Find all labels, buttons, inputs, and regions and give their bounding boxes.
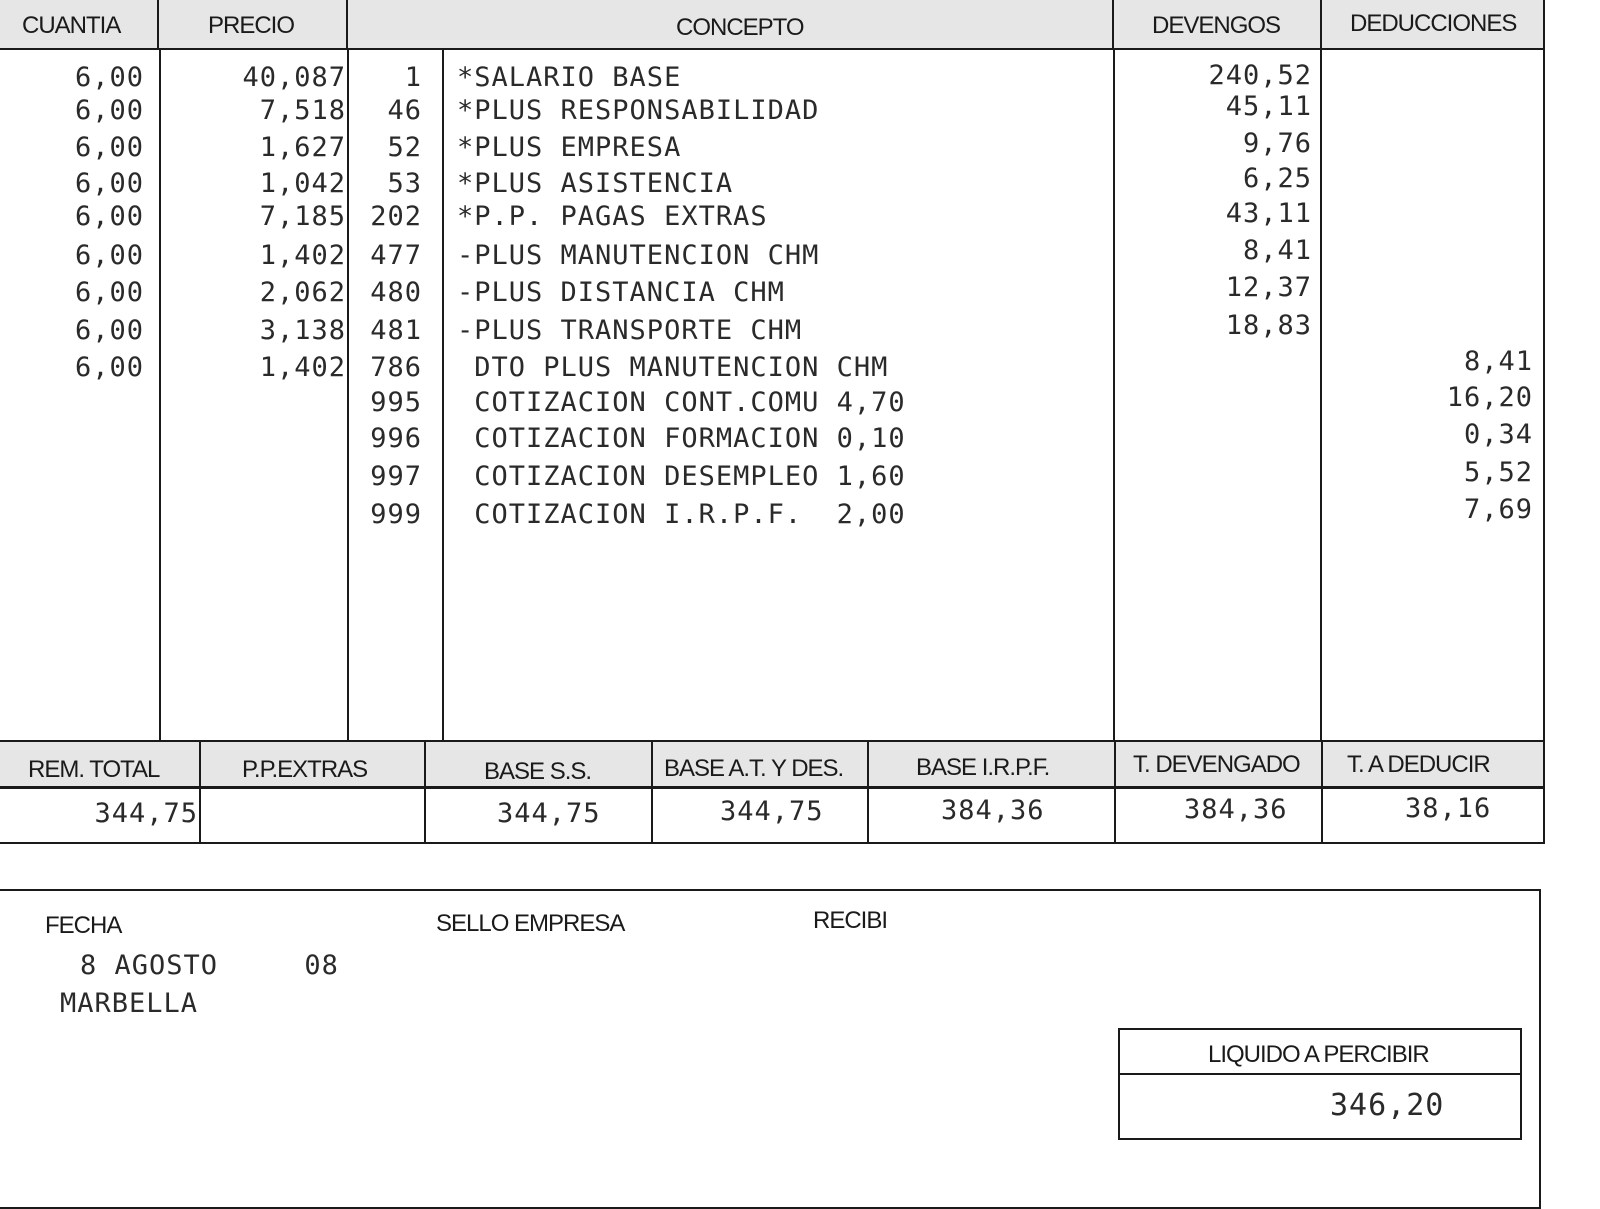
liquido-divider — [1118, 1073, 1522, 1075]
header-deducciones: DEDUCCIONES — [1350, 10, 1517, 37]
cell-deduccion — [1323, 166, 1533, 202]
cell-concepto: COTIZACION CONT.COMU 4,70 — [457, 387, 906, 418]
cell-concepto: DTO PLUS MANUTENCION CHM — [457, 352, 889, 383]
cell-concepto: COTIZACION I.R.P.F. 2,00 — [457, 499, 906, 530]
cell-devengo — [1116, 350, 1312, 386]
cell-cuantia: 6,00 — [74, 240, 144, 271]
cell-code: 996 — [370, 423, 422, 454]
cell-concepto: *PLUS RESPONSABILIDAD — [457, 95, 820, 126]
header-cuantia: CUANTIA — [22, 12, 121, 39]
cell-cuantia: 6,00 — [74, 201, 144, 232]
cell-devengo: 18,83 — [1225, 310, 1312, 341]
value-t-devengado: 384,36 — [1184, 794, 1288, 825]
cell-code: 477 — [370, 240, 422, 271]
cell-concepto: *P.P. PAGAS EXTRAS — [457, 201, 768, 232]
header-divider-4 — [1320, 0, 1322, 48]
label-base-ss: BASE S.S. — [484, 758, 592, 785]
body-divider-precio — [347, 50, 349, 742]
body-divider-concepto — [1113, 50, 1115, 742]
cell-devengo: 9,76 — [1242, 128, 1312, 159]
cell-precio — [160, 459, 346, 495]
cell-devengo: 43,11 — [1225, 198, 1312, 229]
fecha-value: 8 AGOSTO 08 — [80, 950, 339, 981]
cell-code: 786 — [370, 352, 422, 383]
header-bottom-line — [0, 48, 1545, 50]
cell-precio: 40,087 — [242, 62, 346, 93]
value-t-deducir: 38,16 — [1405, 793, 1492, 824]
cell-cuantia — [0, 385, 144, 421]
cell-precio: 3,138 — [259, 315, 346, 346]
cell-precio: 2,062 — [259, 277, 346, 308]
cell-devengo: 240,52 — [1208, 60, 1312, 91]
label-base-irpf: BASE I.R.P.F. — [916, 754, 1050, 781]
cell-cuantia — [0, 497, 144, 533]
body-divider-devengos — [1320, 50, 1322, 742]
cell-devengo — [1116, 497, 1312, 533]
cell-code: 202 — [370, 201, 422, 232]
cell-precio — [160, 497, 346, 533]
header-devengos: DEVENGOS — [1152, 12, 1281, 39]
cell-cuantia: 6,00 — [74, 352, 144, 383]
cell-concepto: COTIZACION DESEMPLEO 1,60 — [457, 461, 906, 492]
cell-code: 1 — [404, 62, 422, 93]
value-rem-total: 344,75 — [94, 798, 198, 829]
cell-precio — [160, 421, 346, 457]
header-divider-2 — [346, 0, 348, 48]
cell-deduccion: 5,52 — [1463, 457, 1533, 488]
city: MARBELLA — [60, 988, 199, 1019]
cell-code: 46 — [387, 95, 422, 126]
totals-mid-line — [0, 786, 1545, 789]
cell-cuantia: 6,00 — [74, 132, 144, 163]
cell-precio: 1,402 — [259, 352, 346, 383]
cell-cuantia: 6,00 — [74, 95, 144, 126]
liquido-value: 346,20 — [1330, 1088, 1445, 1123]
cell-concepto: *PLUS EMPRESA — [457, 132, 682, 163]
cell-code: 53 — [387, 168, 422, 199]
totals-divider-3 — [651, 740, 653, 844]
cell-precio: 1,627 — [259, 132, 346, 163]
value-base-ss: 344,75 — [497, 798, 601, 829]
cell-deduccion — [1323, 199, 1533, 235]
cell-cuantia — [0, 459, 144, 495]
table-right-border — [1543, 0, 1545, 745]
cell-cuantia: 6,00 — [74, 277, 144, 308]
cell-concepto: -PLUS MANUTENCION CHM — [457, 240, 820, 271]
cell-concepto: -PLUS TRANSPORTE CHM — [457, 315, 803, 346]
cell-cuantia: 6,00 — [74, 315, 144, 346]
cell-devengo: 6,25 — [1242, 163, 1312, 194]
cell-precio: 1,042 — [259, 168, 346, 199]
recibi-label: RECIBI — [813, 907, 888, 934]
cell-deduccion: 8,41 — [1463, 346, 1533, 377]
cell-deduccion — [1323, 238, 1533, 274]
cell-devengo — [1116, 421, 1312, 457]
totals-divider-6 — [1321, 740, 1323, 844]
liquido-label: LIQUIDO A PERCIBIR — [1208, 1041, 1429, 1068]
totals-divider-5 — [1114, 740, 1116, 844]
header-concepto: CONCEPTO — [676, 14, 804, 41]
label-t-deducir: T. A DEDUCIR — [1347, 751, 1490, 778]
cell-deduccion — [1323, 93, 1533, 129]
cell-devengo — [1116, 459, 1312, 495]
cell-deduccion: 7,69 — [1463, 494, 1533, 525]
header-divider-1 — [157, 0, 159, 48]
totals-divider-2 — [424, 740, 426, 844]
fecha-label: FECHA — [45, 912, 122, 939]
cell-devengo: 8,41 — [1242, 235, 1312, 266]
cell-precio: 7,185 — [259, 201, 346, 232]
cell-deduccion — [1323, 275, 1533, 311]
totals-bottom-line — [0, 842, 1545, 844]
label-base-at: BASE A.T. Y DES. — [664, 755, 844, 782]
cell-deduccion: 16,20 — [1446, 382, 1533, 413]
cell-cuantia: 6,00 — [74, 62, 144, 93]
label-rem-total: REM. TOTAL — [28, 756, 160, 783]
totals-divider-4 — [867, 740, 869, 844]
cell-devengo: 45,11 — [1225, 91, 1312, 122]
cell-concepto: -PLUS DISTANCIA CHM — [457, 277, 785, 308]
cell-code: 997 — [370, 461, 422, 492]
cell-cuantia: 6,00 — [74, 168, 144, 199]
cell-code: 481 — [370, 315, 422, 346]
cell-code: 995 — [370, 387, 422, 418]
cell-code: 480 — [370, 277, 422, 308]
cell-precio — [160, 385, 346, 421]
cell-deduccion — [1323, 60, 1533, 96]
cell-devengo — [1116, 385, 1312, 421]
cell-concepto: *SALARIO BASE — [457, 62, 682, 93]
header-precio: PRECIO — [208, 12, 295, 39]
label-pp-extras: P.P.EXTRAS — [242, 756, 368, 783]
totals-right-border — [1543, 740, 1545, 844]
cell-deduccion — [1323, 130, 1533, 166]
cell-concepto: COTIZACION FORMACION 0,10 — [457, 423, 906, 454]
sello-empresa-label: SELLO EMPRESA — [436, 910, 625, 937]
cell-code: 999 — [370, 499, 422, 530]
cell-concepto: *PLUS ASISTENCIA — [457, 168, 734, 199]
cell-deduccion: 0,34 — [1463, 419, 1533, 450]
cell-precio: 7,518 — [259, 95, 346, 126]
cell-precio: 1,402 — [259, 240, 346, 271]
cell-cuantia — [0, 421, 144, 457]
value-base-irpf: 384,36 — [941, 795, 1045, 826]
header-divider-3 — [1112, 0, 1114, 48]
totals-divider-1 — [199, 740, 201, 844]
body-divider-code — [442, 50, 444, 742]
label-t-devengado: T. DEVENGADO — [1133, 751, 1300, 778]
cell-devengo: 12,37 — [1225, 272, 1312, 303]
value-base-at: 344,75 — [720, 796, 824, 827]
cell-code: 52 — [387, 132, 422, 163]
